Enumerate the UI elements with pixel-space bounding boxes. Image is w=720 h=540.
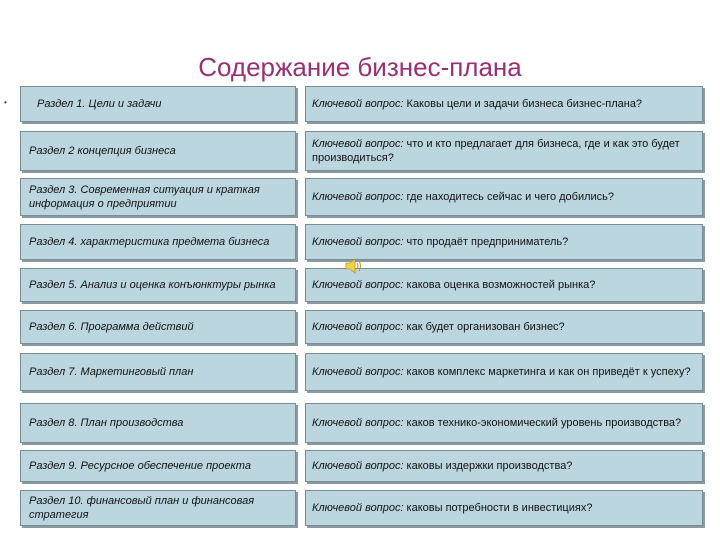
question-text: каков технико-экономический уровень производства? bbox=[406, 417, 682, 429]
key-question-label: Ключевой вопрос: bbox=[312, 502, 404, 514]
question-box-10 bbox=[305, 490, 703, 526]
bullet-marker: • bbox=[4, 98, 7, 107]
section-label: Раздел 4. характеристика предмета бизнеса bbox=[29, 236, 270, 248]
section-box-9 bbox=[20, 450, 296, 482]
key-question-label: Ключевой вопрос: bbox=[312, 279, 404, 291]
question-text: как будет организован бизнес? bbox=[406, 321, 565, 333]
key-question-label: Ключевой вопрос: bbox=[312, 321, 404, 333]
section-box-5 bbox=[20, 268, 296, 302]
section-box-10 bbox=[20, 490, 296, 526]
question-text: что и кто предлагает для бизнеса, где и как это будет производиться? bbox=[312, 138, 680, 164]
key-question-label: Ключевой вопрос: bbox=[312, 460, 404, 472]
question-text: Каковы цели и задачи бизнеса бизнес-плана? bbox=[406, 98, 643, 110]
section-label: Раздел 10. финансовый план и финансовая стратегия bbox=[29, 495, 255, 521]
section-label: Раздел 1. Цели и задачи bbox=[37, 98, 162, 110]
section-box-7 bbox=[20, 353, 296, 391]
section-box-3 bbox=[20, 178, 296, 216]
question-text: где находитесь сейчас и чего добились? bbox=[406, 191, 615, 203]
page-title: Содержание бизнес-плана bbox=[198, 52, 522, 82]
question-text: каковы издержки производства? bbox=[406, 460, 573, 472]
question-box-5 bbox=[305, 268, 703, 302]
section-box-4 bbox=[20, 224, 296, 260]
question-text: каков комплекс маркетинга и как он приведёт к успеху? bbox=[406, 366, 691, 378]
section-label: Раздел 2 концепция бизнеса bbox=[29, 145, 176, 157]
key-question-label: Ключевой вопрос: bbox=[312, 417, 404, 429]
question-box-6 bbox=[305, 310, 703, 344]
section-box-1 bbox=[20, 86, 296, 122]
key-question-label: Ключевой вопрос: bbox=[312, 98, 404, 110]
question-box-9 bbox=[305, 450, 703, 482]
section-label: Раздел 7. Маркетинговый план bbox=[29, 366, 194, 378]
question-box-1 bbox=[305, 86, 703, 122]
question-box-7 bbox=[305, 353, 703, 391]
key-question-label: Ключевой вопрос: bbox=[312, 191, 404, 203]
key-question-label: Ключевой вопрос: bbox=[312, 236, 404, 248]
section-box-6 bbox=[20, 310, 296, 344]
section-label: Раздел 8. План производства bbox=[29, 417, 184, 429]
key-question-label: Ключевой вопрос: bbox=[312, 366, 404, 378]
question-box-3 bbox=[305, 178, 703, 216]
question-box-2 bbox=[305, 131, 703, 171]
section-box-8 bbox=[20, 403, 296, 443]
section-label: Раздел 3. Современная ситуация и краткая информация о предприятии bbox=[29, 184, 260, 210]
section-label: Раздел 6. Программа действий bbox=[29, 321, 194, 333]
section-box-2 bbox=[20, 131, 296, 171]
section-label: Раздел 9. Ресурсное обеспечение проекта bbox=[29, 460, 251, 472]
question-text: какова оценка возможностей рынка? bbox=[406, 279, 596, 291]
speaker-icon[interactable] bbox=[345, 258, 363, 274]
question-box-4 bbox=[305, 224, 703, 260]
key-question-label: Ключевой вопрос: bbox=[312, 138, 404, 150]
section-label: Раздел 5. Анализ и оценка конъюнктуры рынка bbox=[29, 279, 276, 291]
question-text: что продаёт предприниматель? bbox=[406, 236, 569, 248]
question-box-8 bbox=[305, 403, 703, 443]
question-text: каковы потребности в инвестициях? bbox=[406, 502, 593, 514]
